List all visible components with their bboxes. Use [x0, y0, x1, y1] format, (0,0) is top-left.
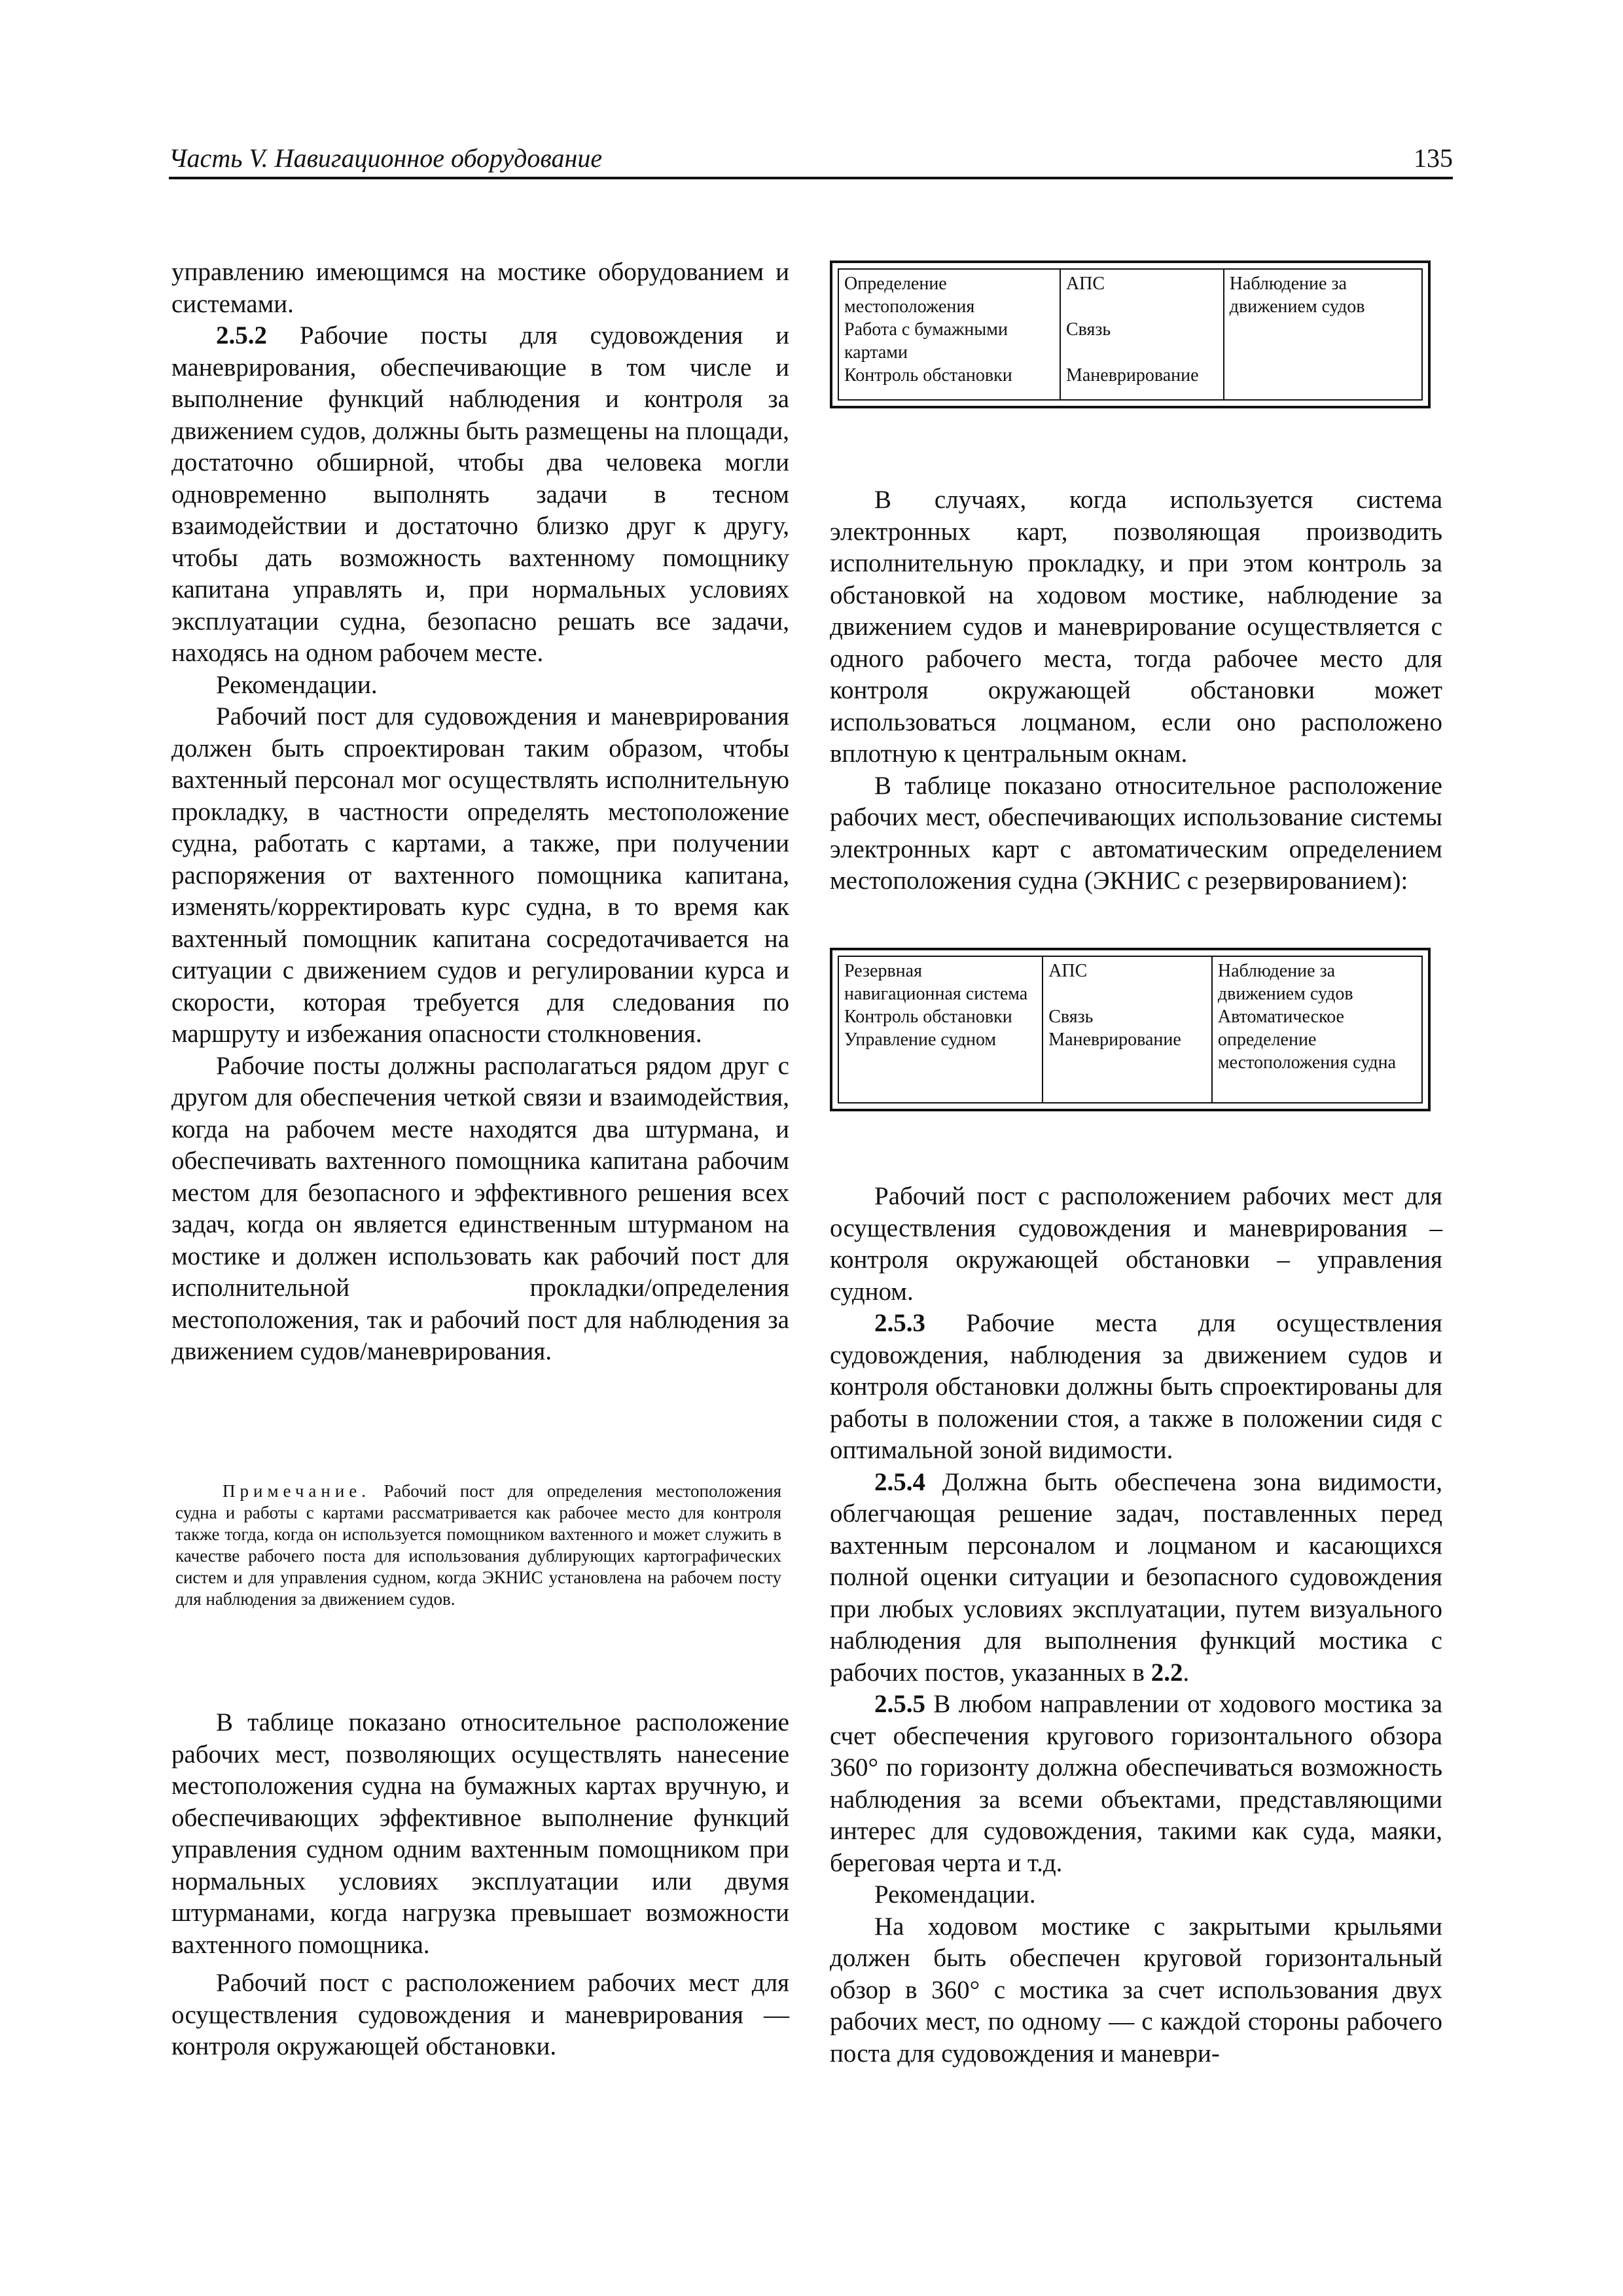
paragraph: Рабочие посты должны располагаться рядом друг с другом для обеспечения четкой связи и взаимодействия, когда на рабочем месте находятся два штурмана, и обеспечивать вахтенного помощника капитана рабочим местом для безопасного и эффективного решения всех задач, когда он является единственным штурманом на мостике и должен использовать как рабочий пост для исполнительной прокладки/определения местоположения, так и рабочий пост для наблюдения за движением судов/маневрирования.: [171, 1051, 789, 1365]
paragraph: Рабочий пост с расположением рабочих мест для осуществления судовождения и маневрирования — контроля окружающей обстановки.: [171, 1969, 789, 2060]
page-number: 135: [1414, 143, 1453, 173]
cell-line: Маневрирование: [1065, 365, 1199, 386]
table-cell: [1060, 269, 1224, 400]
paragraph-2-5-4: [830, 1467, 1442, 1689]
section-number: 2.5.5: [874, 1690, 925, 1718]
table-cell: [838, 269, 1060, 400]
cell-line: АПС: [1065, 274, 1105, 294]
paragraph: Рабочий пост для судовождения и маневрирования должен быть спроектирован таким образом, чтобы вахтенный персонал мог осуществлять исполнительную прокладку, в частности определять местоположение судна, работать с картами, а также, при получении распоряжения от вахтенного помощника капитана, изменять/корректировать курс судна, в то время как вахтенный помощник капитана сосредотачивается на ситуации с движением судов и регулировании курса и скорости, которая требуется для следования по маршруту и избежания опасности столкновения.: [171, 702, 789, 1048]
table-cell: [838, 956, 1043, 1103]
cell-line: АПС: [1048, 961, 1088, 981]
table-cell: [1224, 269, 1422, 400]
section-number: 2.5.2: [216, 321, 267, 350]
header-rule: [169, 177, 1453, 179]
cell-line: Контроль обстановки: [844, 1007, 1012, 1027]
cell-line: Автоматическое определение местоположения судна: [1217, 1007, 1397, 1073]
left-column: [171, 257, 789, 1368]
paragraph: На ходовом мостике с закрытыми крыльями должен быть обеспечен круговой горизонтальный обзор в 360° с мостика за счет использования двух рабочих мест, по одному — с каждой стороны рабочего поста для судовождения и маневри-: [830, 1912, 1442, 2068]
cell-line: Наблюдение за движением судов: [1229, 274, 1365, 317]
paragraph-text: В любом направлении от ходового мостика за счет обеспечения кругового горизонтального обзора 360° по горизонту должна обеспечиваться возможность наблюдения за всеми объектами, представляющими интерес для судовождения, такими как суда, маяки, береговая черта и т.д.: [830, 1690, 1442, 1877]
paragraph-2-5-5: [830, 1689, 1442, 1879]
table-cell: [1043, 956, 1212, 1103]
cell-line: Управление судном: [844, 1030, 997, 1050]
section-number: 2.5.3: [874, 1309, 925, 1337]
paragraph: В таблице показано относительное расположение рабочих мест, обеспечивающих использование системы электронных карт с автоматическим определением местоположения судна (ЭКНИС с резервированием):: [830, 771, 1442, 895]
left-column-lower: [171, 1707, 789, 2063]
recommendations-label: Рекомендации.: [216, 670, 378, 699]
cell-line: Контроль обстановки: [844, 365, 1012, 386]
cell-line: Маневрирование: [1048, 1030, 1181, 1050]
paragraph-text: Должна быть обеспечена зона видимости, облегчающая решение задач, поставленных перед вахтенным персоналом и лоцманом и касающихся полной оценки ситуации и безопасного судовождения при любых условиях эксплуатации, путем визуального наблюдения для выполнения функций мостика с рабочих постов, указанных в: [830, 1467, 1442, 1687]
paragraph: управлению имеющимся на мостике оборудованием и системами.: [171, 258, 789, 318]
cell-line: Работа с бумажными картами: [844, 319, 1008, 363]
note: [175, 1480, 781, 1610]
paragraph: В таблице показано относительное расположение рабочих мест, позволяющих осуществлять нанесение местоположения судна на бумажных картах вручную, и обеспечивающих эффективное выполнение функций управления судном одним вахтенным помощником при нормальных условиях эксплуатации или двумя штурманами, когда нагрузка превышает возможности вахтенного помощника.: [171, 1708, 789, 1959]
table-cell: [1212, 956, 1422, 1103]
cell-line: Определение местоположения: [844, 274, 975, 317]
workstation-table-paper-charts: [830, 260, 1431, 408]
recommendations-label: Рекомендации.: [874, 1880, 1036, 1909]
paragraph-text: Рабочие посты для судовождения и маневрирования, обеспечивающие в том числе и выполнение функций наблюдения и контроля за движением судов, должны быть размещены на площади, достаточно обширной, чтобы два человека могли одновременно выполнять задачи в тесном взаимодействии и достаточно близко друг к другу, чтобы дать возможность вахтенному помощнику капитана управлять и, при нормальных условиях эксплуатации судна, безопасно решать все задачи, находясь на одном рабочем месте.: [171, 321, 789, 667]
header-title: Часть V. Навигационное оборудование: [169, 143, 603, 173]
cell-line: Связь: [1048, 1007, 1094, 1027]
paragraph: В случаях, когда используется система электронных карт, позволяющая производить исполнительную прокладку, и при этом контроль за обстановкой на ходовом мостике, наблюдение за движением судов и маневрирование осуществляется с одного рабочего места, тогда рабочее место для контроля окружающей обстановки может использоваться лоцманом, если оно расположено вплотную к центральным окнам.: [830, 486, 1442, 768]
section-number: 2.5.4: [874, 1467, 925, 1496]
note-label: Примечание.: [223, 1481, 371, 1501]
cell-line: Связь: [1065, 319, 1111, 340]
note-text: Рабочий пост для определения местоположения судна и работы с картами рассматривается как рабочее место для контроля также тогда, когда он используется помощником вахтенного и может служить в качестве рабочего поста для использования дублирующих картографических систем и для управления судном, когда ЭКНИС установлена на рабочем посту для наблюдения за движением судов.: [175, 1481, 781, 1609]
workstation-table-ecdis: [830, 948, 1431, 1111]
right-column-upper: [830, 484, 1442, 897]
section-reference: 2.2: [1150, 1658, 1183, 1687]
cell-line: Наблюдение за движением судов: [1217, 961, 1353, 1004]
right-column-lower: [830, 1181, 1442, 2070]
paragraph-2-5-3: [830, 1308, 1442, 1467]
cell-line: Резервная навигационная система: [844, 961, 1028, 1004]
paragraph-2-5-2: [171, 320, 789, 670]
paragraph-text-end: .: [1183, 1658, 1190, 1687]
paragraph-text: Рабочие места для осуществления судовождения, наблюдения за движением судов и контроля обстановки должны быть спроектированы для работы в положении стоя, а также в положении сидя с оптимальной зоной видимости.: [830, 1309, 1442, 1464]
paragraph: Рабочий пост с расположением рабочих мест для осуществления судовождения и маневрирования – контроля окружающей обстановки – управления судном.: [830, 1182, 1442, 1306]
running-header: [169, 140, 1453, 179]
